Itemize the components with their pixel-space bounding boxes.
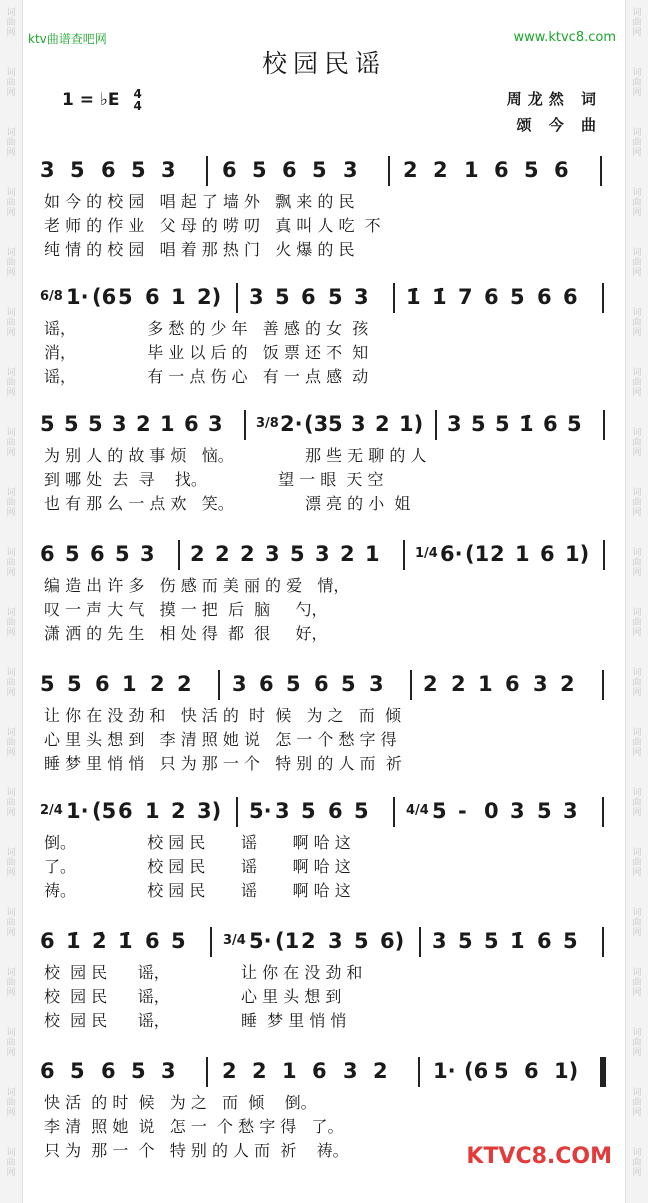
watermark-text: 词 曲 网 — [632, 788, 642, 818]
watermark-text: 词 曲 网 — [6, 728, 16, 758]
watermark-text: 词 曲 网 — [632, 908, 642, 938]
bar-line — [410, 670, 412, 700]
lyric-line-1: 快 活 的 时 候 为 之 而 倾 倒。 — [44, 1093, 317, 1112]
meter-change: 3/8 — [256, 416, 279, 431]
lyric-line-3: 谣， 有 一 点 伤 心 有 一 点 感 动 — [44, 367, 369, 386]
watermark-text: 词 曲 网 — [632, 1028, 642, 1058]
watermark-text: 词 曲 网 — [6, 488, 16, 518]
lyric-line-1: 谣， 多 愁 的 少 年 善 感 的 女 孩 — [44, 319, 369, 338]
note: 2 — [252, 1059, 267, 1083]
note: 5 — [354, 799, 369, 823]
note: 6) — [380, 929, 405, 953]
lyric-line-3: 只 为 那 一 个 特 别 的 人 而 祈 祷。 — [44, 1141, 349, 1160]
notation-line — [40, 283, 615, 317]
watermark-text: 词 曲 网 — [632, 68, 642, 98]
note: 1· — [66, 285, 89, 309]
note: 5 — [432, 799, 447, 823]
note: 5· — [249, 929, 272, 953]
note: 6 — [524, 1059, 539, 1083]
note: 3 — [354, 285, 369, 309]
note: (6 — [92, 285, 117, 309]
site-name-left: ktv曲谱查吧网 — [28, 32, 107, 46]
watermark-text: 词 曲 网 — [632, 1148, 642, 1178]
note: 6 — [537, 929, 552, 953]
bar-line — [206, 1057, 208, 1087]
note: 1 — [478, 672, 493, 696]
note: 5 — [567, 412, 582, 436]
notation-line — [40, 670, 615, 704]
bar-line — [602, 927, 604, 957]
note: 6 — [145, 285, 160, 309]
bar-line — [388, 156, 390, 186]
note: 2 — [373, 1059, 388, 1083]
note: 3 — [563, 799, 578, 823]
lyric-line-3: 也 有 那 么 一 点 欢 笑。 漂 亮 的 小 姐 — [44, 494, 411, 513]
note: 3 — [275, 799, 290, 823]
note: 3 — [351, 412, 366, 436]
note: 1̇ — [519, 412, 534, 436]
note: 5 — [65, 542, 80, 566]
note: 1 — [160, 412, 175, 436]
meter-change: 2/4 — [40, 803, 63, 818]
note: 3 — [369, 672, 384, 696]
lyric-line-3: 祷。 校 园 民 谣 啊 哈 这 — [44, 881, 351, 900]
note: 3 — [533, 672, 548, 696]
note: 2 — [136, 412, 151, 436]
note: 2 — [423, 672, 438, 696]
note: 5 — [70, 158, 85, 182]
note: 5 — [328, 285, 343, 309]
note: 1) — [554, 1059, 579, 1083]
note: (1 — [465, 542, 490, 566]
watermark-text: 词 曲 网 — [6, 68, 16, 98]
watermark-text: 词 曲 网 — [6, 428, 16, 458]
note: 5 — [290, 542, 305, 566]
note: (5 — [92, 799, 117, 823]
lyric-line-1: 编 造 出 许 多 伤 感 而 美 丽 的 爱 情， — [44, 576, 350, 595]
note: 3 — [343, 1059, 358, 1083]
watermark-text: 词 曲 网 — [6, 668, 16, 698]
note: 5 — [70, 1059, 85, 1083]
bar-line — [418, 1057, 420, 1087]
note: 6 — [543, 412, 558, 436]
lyric-line-1: 让 你 在 没 劲 和 快 活 的 时 候 为 之 而 倾 — [44, 706, 401, 725]
note: 2 — [451, 672, 466, 696]
note: 6 — [40, 1059, 55, 1083]
lyric-line-1: 如 今 的 校 园 唱 起 了 墙 外 飘 来 的 民 — [44, 192, 355, 211]
watermark-text: 词 曲 网 — [6, 1088, 16, 1118]
note: 5 — [328, 412, 343, 436]
lyric-line-2: 老 师 的 作 业 父 母 的 唠 叨 真 叫 人 吃 不 — [44, 216, 381, 235]
bar-line — [236, 797, 238, 827]
watermark-text: 词 曲 网 — [632, 728, 642, 758]
lyric-line-1: 校 园 民 谣， 让 你 在 没 劲 和 — [44, 963, 363, 982]
note: 5 — [40, 672, 55, 696]
right-border-strip — [625, 0, 648, 1203]
watermark-text: 词 曲 网 — [6, 248, 16, 278]
notation-line — [40, 927, 615, 961]
lyric-line-3: 校 园 民 谣， 睡 梦 里 悄 悄 — [44, 1011, 347, 1030]
note: 1 — [171, 285, 186, 309]
watermark-text: 词 曲 网 — [6, 368, 16, 398]
time-signature — [133, 88, 141, 112]
watermark-text: 词 曲 网 — [632, 608, 642, 638]
lyric-line-1: 倒。 校 园 民 谣 啊 哈 这 — [44, 833, 351, 852]
note: 2 — [150, 672, 165, 696]
note: (6 — [464, 1059, 489, 1083]
watermark-text: 词 曲 网 — [6, 848, 16, 878]
note: 2̇ — [92, 929, 107, 953]
note: 1̇ — [118, 929, 133, 953]
note: 1 — [464, 158, 479, 182]
lyric-line-2: 消， 毕 业 以 后 的 饭 票 还 不 知 — [44, 343, 369, 362]
note: 1 — [145, 799, 160, 823]
watermark-text: 词 曲 网 — [6, 308, 16, 338]
watermark-text: 词 曲 网 — [632, 548, 642, 578]
watermark-text: 词 曲 网 — [632, 128, 642, 158]
bar-line — [178, 540, 180, 570]
note: 6 — [90, 542, 105, 566]
note: 6 — [95, 672, 110, 696]
note: 6 — [537, 285, 552, 309]
watermark-text: 词 曲 网 — [632, 1088, 642, 1118]
lyric-line-2: 到 哪 处 去 寻 找。 望 一 眼 天 空 — [44, 470, 384, 489]
note: 6 — [505, 672, 520, 696]
note: 5 — [64, 412, 79, 436]
note: 1 — [122, 672, 137, 696]
note: 6 — [222, 158, 237, 182]
note: 3 — [140, 542, 155, 566]
bar-line — [393, 283, 395, 313]
note: 3 — [447, 412, 462, 436]
note: 2) — [197, 285, 222, 309]
site-url-right: www.ktvc8.com — [513, 30, 616, 45]
note: 6 — [484, 285, 499, 309]
note: 6 — [314, 672, 329, 696]
note: 5 — [275, 285, 290, 309]
note: 5 — [341, 672, 356, 696]
key-signature — [62, 88, 142, 112]
note: 1 — [282, 1059, 297, 1083]
watermark-text: 词 曲 网 — [632, 8, 642, 38]
watermark-text: 词 曲 网 — [632, 188, 642, 218]
note: 5 — [524, 158, 539, 182]
note: 3 — [232, 672, 247, 696]
note: 6· — [440, 542, 463, 566]
note: 5 — [286, 672, 301, 696]
note: 3 — [161, 1059, 176, 1083]
note: 2 — [215, 542, 230, 566]
note: 1) — [399, 412, 424, 436]
bar-line — [403, 540, 405, 570]
note: 6 — [101, 158, 116, 182]
bar-line — [206, 156, 208, 186]
notation-line — [40, 156, 615, 190]
note: 6 — [282, 158, 297, 182]
watermark-text: 词 曲 网 — [632, 848, 642, 878]
note: 2 — [560, 672, 575, 696]
note: 5 — [312, 158, 327, 182]
bar-line — [600, 1057, 606, 1087]
lyric-line-2: 心 里 头 想 到 李 清 照 她 说 怎 一 个 愁 字 得 — [44, 730, 397, 749]
lyric-line-2: 了。 校 园 民 谣 啊 哈 这 — [44, 857, 351, 876]
note: 5 — [252, 158, 267, 182]
note: 6 — [118, 799, 133, 823]
note: 5 — [354, 929, 369, 953]
note: 5 — [510, 285, 525, 309]
note: 1· — [433, 1059, 456, 1083]
bar-line — [602, 670, 604, 700]
watermark-text: 词 曲 网 — [632, 668, 642, 698]
bar-line — [600, 156, 602, 186]
watermark-text: 词 曲 网 — [6, 608, 16, 638]
note: 3 — [112, 412, 127, 436]
lyric-line-3: 睡 梦 里 悄 悄 只 为 那 一 个 特 别 的 人 而 祈 — [44, 754, 402, 773]
note: 5 — [131, 1059, 146, 1083]
note: 0 — [484, 799, 499, 823]
note: 6 — [540, 542, 555, 566]
note: 7 — [458, 285, 473, 309]
lyric-line-2: 叹 一 声 大 气 摸 一 把 后 脑 勺， — [44, 600, 328, 619]
note: 1 — [515, 542, 530, 566]
note: 3 — [208, 412, 223, 436]
note: 5 — [563, 929, 578, 953]
lyric-line-3: 潇 洒 的 先 生 相 处 得 都 很 好， — [44, 624, 328, 643]
note: 5 — [171, 929, 186, 953]
meter-change: 1/4 — [415, 546, 438, 561]
song-title: 校园民谣 — [261, 49, 386, 78]
note: 6 — [145, 929, 160, 953]
watermark-text: 词 曲 网 — [6, 128, 16, 158]
note: 3 — [432, 929, 447, 953]
bar-line — [218, 670, 220, 700]
notation-line — [40, 410, 615, 444]
lyric-line-3: 纯 情 的 校 园 唱 着 那 热 门 火 爆 的 民 — [44, 240, 355, 259]
watermark-text: 词 曲 网 — [632, 488, 642, 518]
note: 2 — [240, 542, 255, 566]
note: 1̇ — [406, 285, 421, 309]
note: 6 — [101, 1059, 116, 1083]
note: 6 — [184, 412, 199, 436]
watermark-text: 词 曲 网 — [6, 908, 16, 938]
note: 2 — [190, 542, 205, 566]
notation-line — [40, 540, 615, 574]
notation-line — [40, 1057, 615, 1091]
note: 6 — [328, 799, 343, 823]
meter-change: 3/4 — [223, 933, 246, 948]
lyric-line-2: 校 园 民 谣， 心 里 头 想 到 — [44, 987, 342, 1006]
note: 3 — [315, 542, 330, 566]
bar-line — [602, 283, 604, 313]
watermark-text: 词 曲 网 — [6, 548, 16, 578]
note: 1 — [365, 542, 380, 566]
note: 2 — [171, 799, 186, 823]
note: 5 — [115, 542, 130, 566]
meter-change: 4/4 — [406, 803, 429, 818]
site-logo: KTVC8.COM — [466, 1144, 612, 1169]
watermark-text: 词 曲 网 — [6, 788, 16, 818]
note: 5 — [131, 158, 146, 182]
lyric-line-1: 为 别 人 的 故 事 烦 恼。 那 些 无 聊 的 人 — [44, 446, 427, 465]
note: 2 — [301, 929, 316, 953]
note: 6 — [494, 158, 509, 182]
bar-line — [236, 283, 238, 313]
note: (1 — [275, 929, 300, 953]
note: 2 — [375, 412, 390, 436]
bar-line — [210, 927, 212, 957]
bar-line — [393, 797, 395, 827]
watermark-text: 词 曲 网 — [632, 248, 642, 278]
lyricist-credit: 周龙然 词 — [506, 90, 602, 108]
note: 6 — [301, 285, 316, 309]
note: 3 — [343, 158, 358, 182]
note: 3 — [249, 285, 264, 309]
bar-line — [244, 410, 246, 440]
watermark-text: 词 曲 网 — [6, 968, 16, 998]
bar-line — [603, 540, 605, 570]
bar-line — [603, 410, 605, 440]
note: 3 — [40, 158, 55, 182]
note: 5 — [301, 799, 316, 823]
note: 5 — [494, 1059, 509, 1083]
note: 2 — [177, 672, 192, 696]
note: 6 — [40, 542, 55, 566]
note: 3) — [197, 799, 222, 823]
left-border-strip — [0, 0, 23, 1203]
key-label: 1 = ♭E — [62, 90, 120, 110]
lyric-line-2: 李 清 照 她 说 怎 一 个 愁 字 得 了。 — [44, 1117, 344, 1136]
note: 1̇ — [432, 285, 447, 309]
note: 6 — [259, 672, 274, 696]
note: 5 — [537, 799, 552, 823]
note: 2 — [222, 1059, 237, 1083]
bar-line — [435, 410, 437, 440]
bar-line — [419, 927, 421, 957]
watermark-text: 词 曲 网 — [6, 1028, 16, 1058]
note: 5 — [471, 412, 486, 436]
note: 5 — [67, 672, 82, 696]
note: 1̇ — [510, 929, 525, 953]
notation-line — [40, 797, 615, 831]
watermark-text: 词 曲 网 — [632, 428, 642, 458]
note: 5 — [484, 929, 499, 953]
note: 5 — [40, 412, 55, 436]
note: (3 — [304, 412, 329, 436]
note: 6 — [554, 158, 569, 182]
composer-credit: 颂 今 曲 — [516, 116, 602, 134]
watermark-text: 词 曲 网 — [6, 8, 16, 38]
note: 2· — [280, 412, 303, 436]
watermark-text: 词 曲 网 — [6, 188, 16, 218]
time-bottom: 4 — [133, 99, 142, 113]
note: 3 — [510, 799, 525, 823]
note: 2 — [403, 158, 418, 182]
note: 1· — [66, 799, 89, 823]
note: 3 — [265, 542, 280, 566]
note: 2 — [433, 158, 448, 182]
note: 2 — [340, 542, 355, 566]
note: 6 — [312, 1059, 327, 1083]
note: 1) — [565, 542, 590, 566]
note: 5· — [249, 799, 272, 823]
watermark-text: 词 曲 网 — [632, 308, 642, 338]
note: 5 — [458, 929, 473, 953]
watermark-text: 词 曲 网 — [632, 368, 642, 398]
note: 6 — [40, 929, 55, 953]
note: 5 — [495, 412, 510, 436]
note: 3 — [161, 158, 176, 182]
note: 3 — [328, 929, 343, 953]
watermark-text: 词 曲 网 — [6, 1148, 16, 1178]
note: - — [458, 799, 467, 823]
watermark-text: 词 曲 网 — [632, 968, 642, 998]
note: 5 — [118, 285, 133, 309]
note: 1̇ — [66, 929, 81, 953]
note: 2 — [490, 542, 505, 566]
bar-line — [602, 797, 604, 827]
time-top: 4 — [133, 87, 142, 101]
meter-change: 6/8 — [40, 289, 63, 304]
note: 6 — [563, 285, 578, 309]
note: 5 — [88, 412, 103, 436]
